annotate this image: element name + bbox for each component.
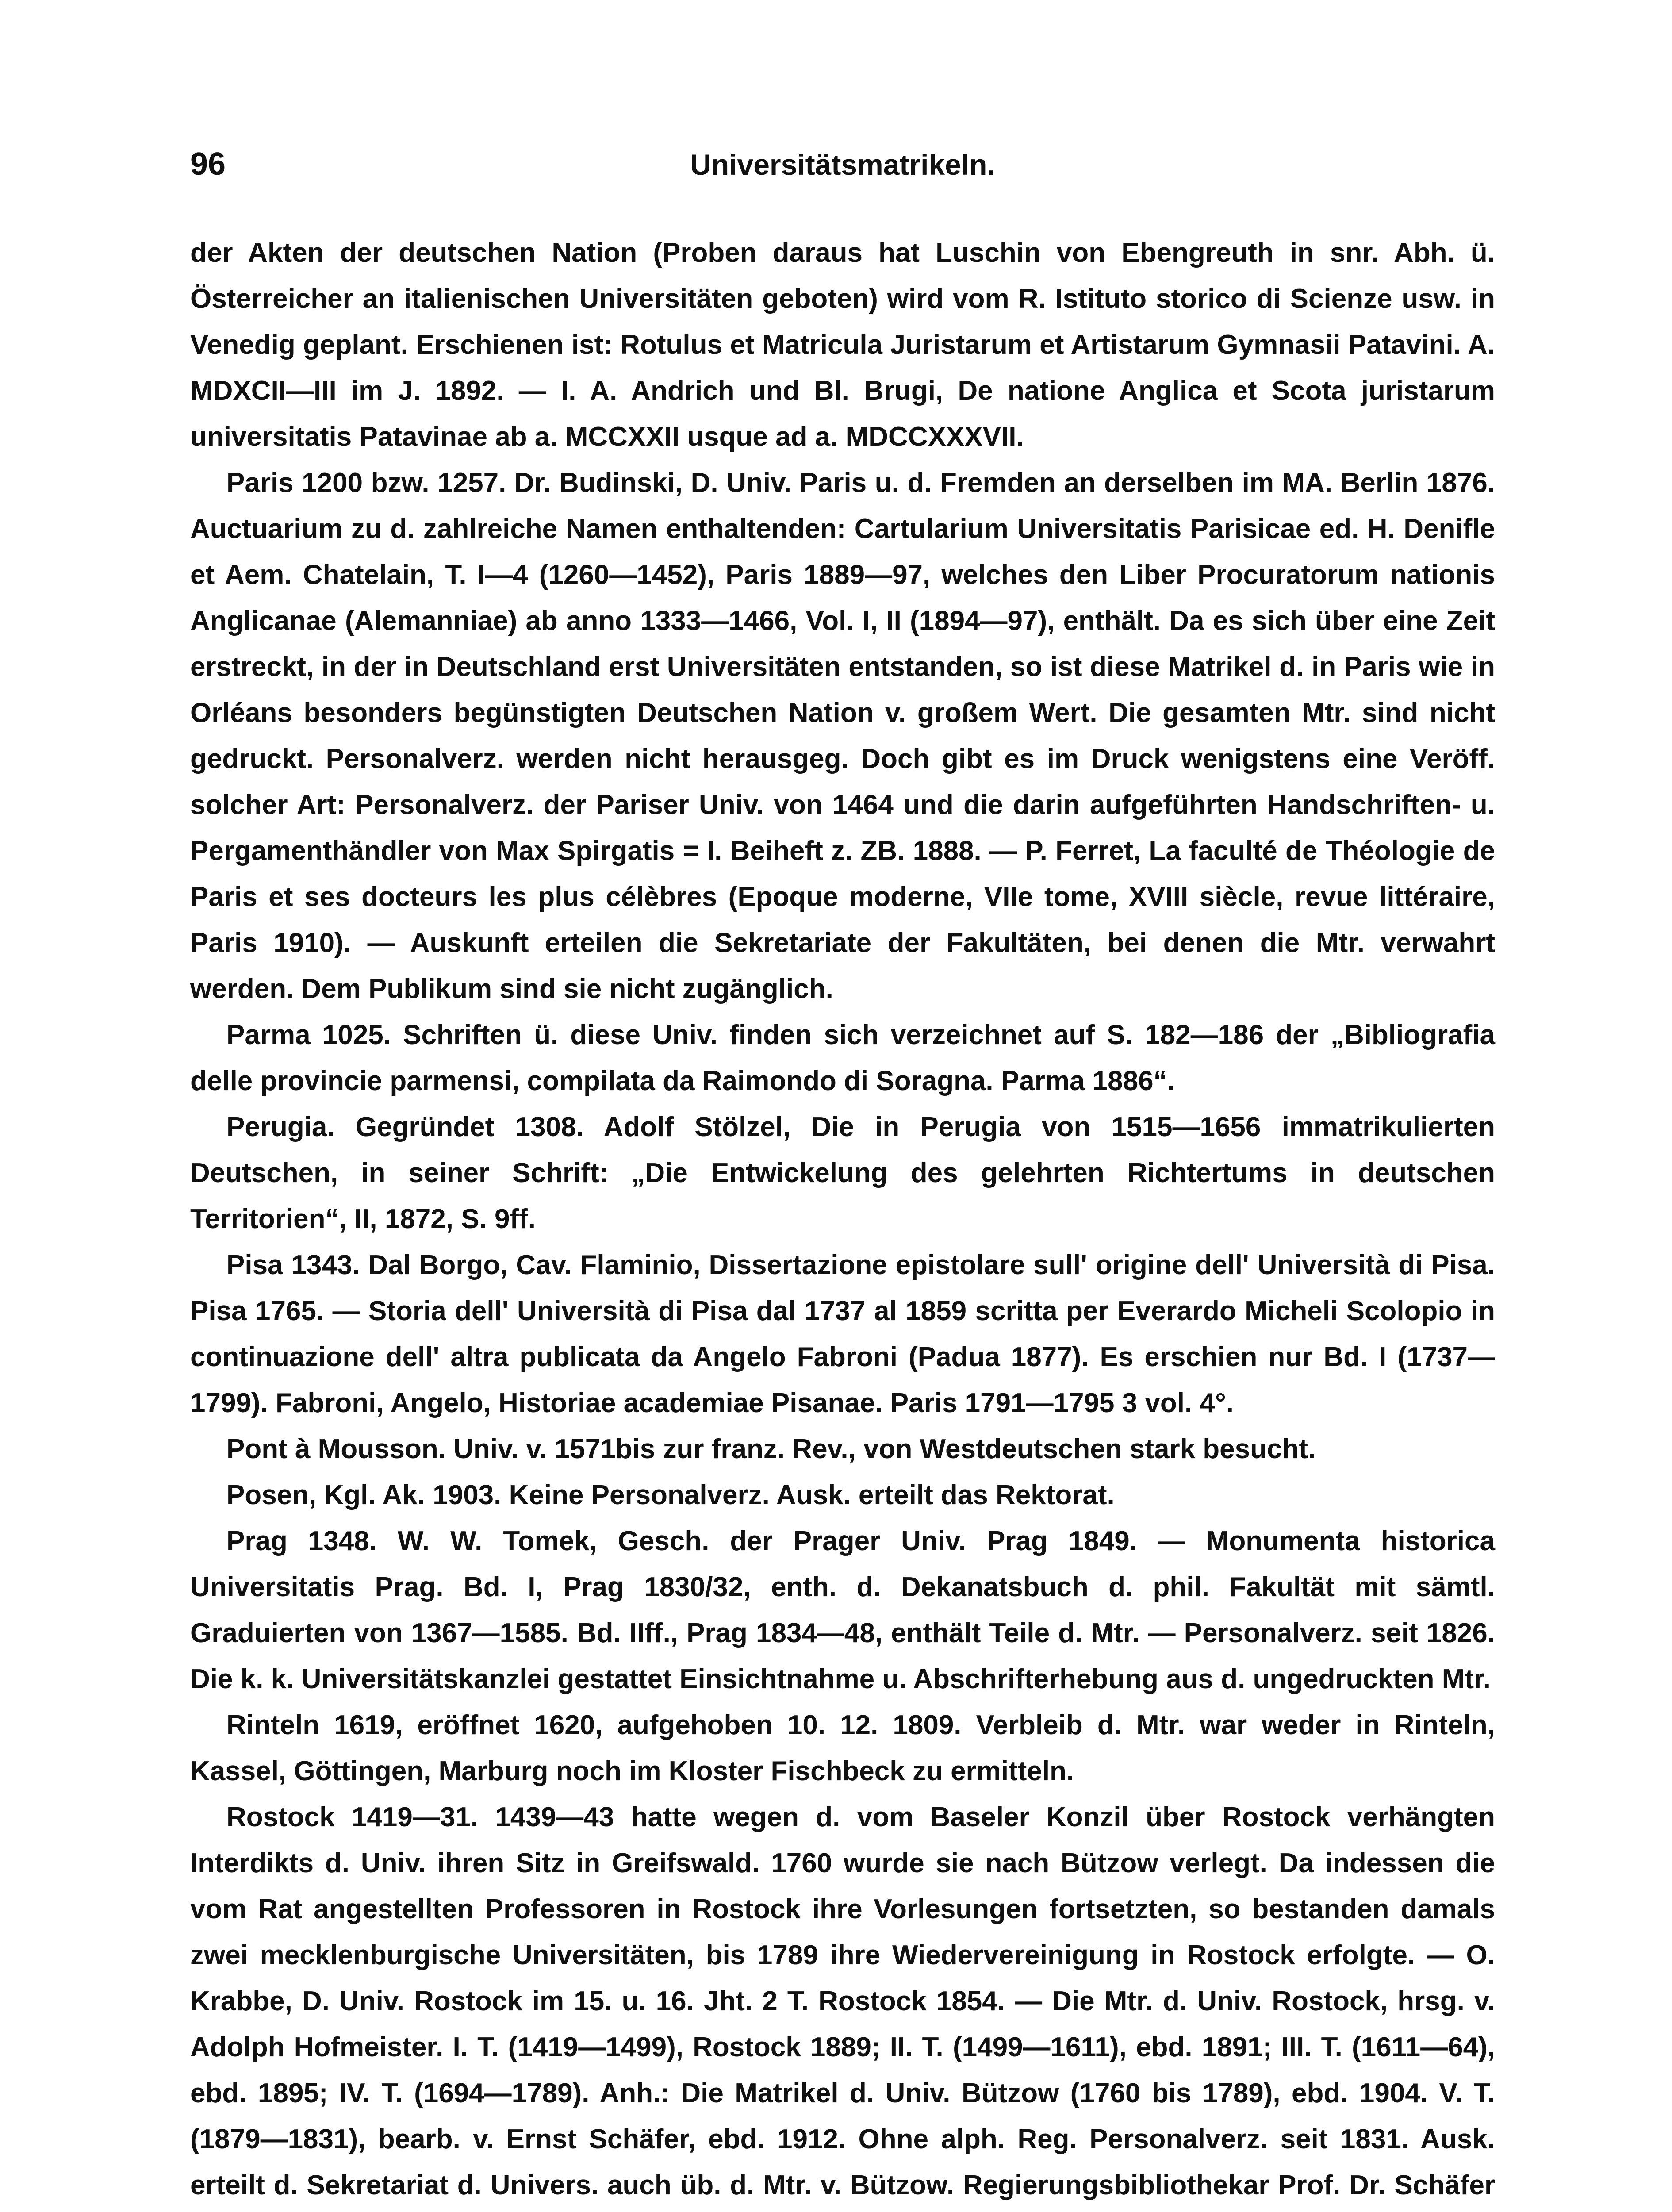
paragraph-pisa: Pisa 1343. Dal Borgo, Cav. Flaminio, Dissertazione epistolare sull' origine dell' Università di Pisa. Pisa 1765. — Storia dell' Università di Pisa dal 1737 al 1859 scritta per Everardo Micheli Scolopio in continuazione dell' altra publicata da Angelo Fabroni (Padua 1877). Es erschien nur Bd. I (1737—1799). Fabroni, Angelo, Historiae academiae Pisanae. Paris 1791—1795 3 vol. 4°. [190,1250,1495,1418]
body-text [190,230,1495,2212]
page-header [190,146,1495,195]
paragraph-pont-a-mousson: Pont à Mousson. Univ. v. 1571bis zur franz. Rev., von Westdeutschen stark besucht. [226,1434,1316,1464]
paragraph-rinteln: Rinteln 1619, eröffnet 1620, aufgehoben 10. 12. 1809. Verbleib d. Mtr. war weder in Rinteln, Kassel, Göttingen, Marburg noch im Kloster Fischbeck zu ermitteln. [190,1710,1495,1786]
paragraph-perugia: Perugia. Gegründet 1308. Adolf Stölzel, Die in Perugia von 1515—1656 immatrikulierten Deutschen, in seiner Schrift: „Die Entwickelung des gelehrten Richtertums in deutschen Territorien“, II, 1872, S. 9ff. [190,1112,1495,1234]
paragraph-posen: Posen, Kgl. Ak. 1903. Keine Personalverz. Ausk. erteilt das Rektorat. [226,1480,1115,1510]
page-number: 96 [190,146,226,182]
paragraph-prag: Prag 1348. W. W. Tomek, Gesch. der Prager Univ. Prag 1849. — Monumenta historica Universitatis Prag. Bd. I, Prag 1830/32, enth. d. Dekanatsbuch d. phil. Fakultät mit sämtl. Graduierten von 1367—1585. Bd. IIff., Prag 1834—48, enthält Teile d. Mtr. — Personalverz. seit 1826. Die k. k. Universitätskanzlei gestattet Einsichtnahme u. Abschrifterhebung aus d. ungedruckten Mtr. [190,1526,1495,1694]
running-title: Universitätsmatrikeln. [690,148,995,181]
paragraph-rostock: Rostock 1419—31. 1439—43 hatte wegen d. vom Baseler Konzil über Rostock verhängten Interdikts d. Univ. ihren Sitz in Greifswald. 1760 wurde sie nach Bützow verlegt. Da indessen die vom Rat angestellten Professoren in Rostock ihre Vorlesungen fortsetzten, so bestanden damals zwei mecklenburgische Universitäten, bis 1789 ihre Wiedervereinigung in Rostock erfolgte. — O. Krabbe, D. Univ. Rostock im 15. u. 16. Jht. 2 T. Rostock 1854. — Die Mtr. d. Univ. Rostock, hrsg. v. Adolph Hofmeister. I. T. (1419—1499), Rostock 1889; II. T. (1499—1611), ebd. 1891; III. T. (1611—64), ebd. 1895; IV. T. (1694—1789). Anh.: Die Matrikel d. Univ. Bützow (1760 bis 1789), ebd. 1904. V. T. (1879—1831), bearb. v. Ernst Schäfer, ebd. 1912. Ohne alph. Reg. Personalverz. seit 1831. Ausk. erteilt d. Sekretariat d. Univers. auch üb. d. Mtr. v. Bützow. Regierungsbibliothekar Prof. Dr. Schäfer [190,1802,1495,2200]
document-page [190,146,1495,2212]
paragraph-paris: Paris 1200 bzw. 1257. Dr. Budinski, D. Univ. Paris u. d. Fremden an derselben im MA. Berlin 1876. Auctuarium zu d. zahlreiche Namen enthaltenden: Cartularium Universitatis Parisicae ed. H. Denifle et Aem. Chatelain, T. I—4 (1260—1452), Paris 1889—97, welches den Liber Procuratorum nationis Anglicanae (Alemanniae) ab anno 1333—1466, Vol. I, II (1894—97), enthält. Da es sich über eine Zeit erstreckt, in der in Deutschland erst Universitäten entstanden, so ist diese Matrikel d. in Paris wie in Orléans besonders begünstigten Deutschen Nation v. großem Wert. Die gesamten Mtr. sind nicht gedruckt. Personalverz. werden nicht herausgeg. Doch gibt es im Druck wenigstens eine Veröff. solcher Art: Personalverz. der Pariser Univ. von 1464 und die darin aufgeführten Handschriften- u. Pergamenthändler von Max Spirgatis = I. Beiheft z. ZB. 1888. — P. Ferret, La faculté de Théologie de Paris et ses docteurs les plus célèbres (Epoque moderne, VIIe tome, XVIII siècle, revue littéraire, Paris 1910). — Auskunft erteilen die Sekretariate der Fakultäten, bei denen die Mtr. verwahrt werden. Dem Publikum sind sie nicht zugänglich. [190,468,1495,1004]
paragraph-parma: Parma 1025. Schriften ü. diese Univ. finden sich verzeichnet auf S. 182—186 der „Bibliografia delle provincie parmensi, compilata da Raimondo di Soragna. Parma 1886“. [190,1020,1495,1096]
paragraph-padua-continuation: der Akten der deutschen Nation (Proben daraus hat Luschin von Ebengreuth in snr. Abh. ü. Österreicher an italienischen Universitäten geboten) wird vom R. Istituto storico di Scienze usw. in Venedig geplant. Erschienen ist: Rotulus et Matricula Juristarum et Artistarum Gymnasii Patavini. A. MDXCII—III im J. 1892. — I. A. Andrich und Bl. Brugi, De natione Anglica et Scota juristarum universitatis Patavinae ab a. MCCXXII usque ad a. MDCCXXXVII. [190,238,1495,452]
